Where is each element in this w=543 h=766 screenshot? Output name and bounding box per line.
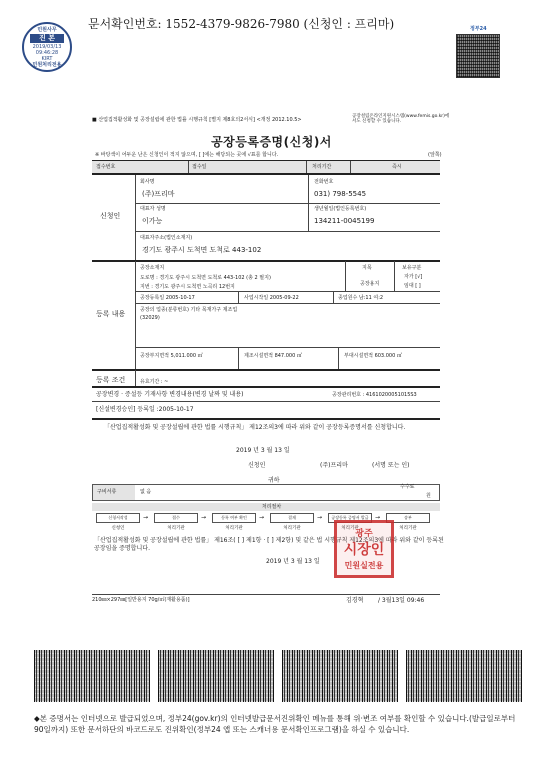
ownership-own: 자가 [√] bbox=[404, 274, 423, 280]
registration-section-label: 등록 내용 bbox=[96, 310, 126, 318]
company-value: (주)프리마 bbox=[142, 190, 175, 198]
company-label: 회사명 bbox=[140, 179, 155, 185]
factory-management-number: 공장관리번호 : 41610200051015S3 bbox=[332, 392, 417, 398]
procedure-arrow-icon: → bbox=[375, 514, 381, 521]
procedure-step-label: 접수 bbox=[172, 515, 180, 520]
procedure-arrow-icon: → bbox=[201, 514, 207, 521]
issuer-name: 김경혁 bbox=[346, 597, 364, 604]
procedure-actor-label: 신청인 bbox=[111, 526, 125, 531]
procedure-actor-label: 처리기관 bbox=[341, 526, 359, 531]
auxiliary-area: 부대시설면적 603.000 ㎡ bbox=[344, 353, 402, 359]
ownership-label: 보유구분 bbox=[402, 265, 422, 271]
representative-value: 이가능 bbox=[142, 217, 163, 225]
address-label: 대표자주소(법인소재지) bbox=[140, 235, 193, 241]
employee-count: 종업원수 남:11 여:2 bbox=[338, 295, 384, 301]
procedure-actor-label: 처리기관 bbox=[167, 526, 185, 531]
registration-date: 공장등록일 2005-10-17 bbox=[140, 295, 195, 301]
procedure-step-label: 결재 bbox=[288, 515, 296, 520]
site-area: 공장부지면적 5,011.000 ㎡ bbox=[140, 353, 203, 359]
security-barcode-1 bbox=[34, 650, 150, 702]
procedure-step-label: 송부 bbox=[404, 515, 412, 520]
certification-date: 2019 년 3 월 13 일 bbox=[266, 558, 320, 565]
required-documents-label: 구비서류 bbox=[97, 489, 117, 495]
land-type-value: 공장용지 bbox=[360, 281, 380, 287]
dob-value: 134211-0045199 bbox=[314, 217, 375, 225]
signature-note: (서명 또는 인) bbox=[372, 462, 410, 469]
procedure-actor-label: 처리기관 bbox=[225, 526, 243, 531]
page-side-label: (앞쪽) bbox=[428, 152, 442, 158]
paper-spec: 210㎜×297㎜[일반용지 70g/㎡(재활용품)] bbox=[92, 597, 190, 603]
address-value: 경기도 광주시 도척면 도척로 443-102 bbox=[142, 246, 262, 254]
receipt-number-label: 접수번호 bbox=[96, 164, 116, 170]
form-online-note: 공장설립온라인지원시스템(www.femis.go.kr)에서도 신청할 수 있습니다. bbox=[352, 114, 450, 125]
changes-label: 공장변경 · 증설등 기재사항 변경내용(변경 날짜 및 내용) bbox=[96, 391, 244, 398]
procedure-arrow-icon: → bbox=[143, 514, 149, 521]
procedure-step-label: 등록 여부 확인 bbox=[221, 515, 247, 520]
industry-type: 공장의 업종(분류번호) 기타 목재가구 제조업 bbox=[140, 307, 238, 313]
security-barcode-3 bbox=[282, 650, 398, 702]
document-confirm-number: 문서확인번호: 1552-4379-9826-7980 (신청인 : 프리마) bbox=[88, 17, 395, 31]
required-documents-value: 없 음 bbox=[140, 489, 152, 495]
phone-label: 전화번호 bbox=[314, 179, 334, 185]
procedure-arrow-icon: → bbox=[317, 514, 323, 521]
procedure-arrow-icon: → bbox=[259, 514, 265, 521]
dob-label: 생년월일(법인등록번호) bbox=[314, 206, 367, 212]
form-rule-reference: ■ 산업집적활성화 및 공장설립에 관한 법률 시행규칙 [별지 제8호의2서식] <개정 2012.10.5> bbox=[92, 117, 302, 123]
representative-label: 대표자 성명 bbox=[140, 206, 166, 212]
qr-code-top bbox=[456, 34, 500, 78]
applicant-value-sign: (주)프리마 bbox=[320, 462, 348, 469]
land-type-label: 지목 bbox=[362, 265, 372, 271]
applicant-label-sign: 신청인 bbox=[248, 462, 266, 469]
procedure-step-label: 신청서작성 bbox=[108, 515, 128, 520]
lot-address: 지번 : 경기도 광주시 도척면 노곡리 12번지 bbox=[140, 284, 235, 290]
process-period-value: 즉시 bbox=[392, 164, 402, 170]
fee-value: 원 bbox=[426, 493, 431, 499]
conditions-value: 유효기간 : ~ bbox=[140, 379, 169, 385]
ownership-lease: 임대 [ ] bbox=[404, 283, 421, 289]
road-address: 도로명 : 경기도 광주시 도척면 도척로 443-102 (총 2 필지) bbox=[140, 275, 271, 281]
verification-notice: ◆본 증명서는 인터넷으로 발급되었으며, 정부24(gov.kr)의 인터넷발급문서진위확인 메뉴를 통해 위·변조 여부를 확인할 수 있습니다.(발급일로부터 90일까지) 또한 문서하단의 바코드로도 진위확인(정부24 앱 또는 스캐너용 문서확인프로그램)을 하실 수 있습니다. bbox=[34, 714, 516, 734]
applicant-section-label: 신청인 bbox=[100, 212, 121, 220]
industry-code: (32029) bbox=[140, 315, 160, 321]
application-date: 2019 년 3 월 13 일 bbox=[236, 447, 290, 454]
authenticity-seal: 민원사무 진 본 2019/03/13 09:46:28 KIRT 민원처리전용 bbox=[22, 22, 72, 72]
fee-label: 수수료 bbox=[400, 484, 415, 490]
procedure-step-label: 공장등록 증명서 발급 bbox=[331, 515, 369, 520]
phone-value: 031) 798-5545 bbox=[314, 190, 367, 198]
application-statement: 「산업집적활성화 및 공장설립에 관한 법률 시행규칙」 제12조의3에 따라 위와 같이 공장등록증명서를 신청합니다. bbox=[104, 424, 406, 431]
manufacturing-area: 제조시설면적 847.000 ㎡ bbox=[244, 353, 302, 359]
security-barcode-2 bbox=[158, 650, 274, 702]
receipt-date-label: 접수일 bbox=[192, 164, 207, 170]
business-start-date: 사업시작일 2005-09-22 bbox=[244, 295, 299, 301]
change-entry: [신설변경승인] 등록일 :2005-10-17 bbox=[96, 406, 194, 413]
security-barcode-4 bbox=[406, 650, 522, 702]
factory-location-label: 공장소재지 bbox=[140, 265, 165, 271]
conditions-label: 등록 조건 bbox=[96, 376, 126, 384]
procedure-actor-label: 처리기관 bbox=[283, 526, 301, 531]
gov24-logo: 정부24 bbox=[470, 26, 487, 32]
issue-time: / 3월13일 09:46 bbox=[378, 597, 425, 604]
procedure-actor-label: 처리기관 bbox=[399, 526, 417, 531]
certification-statement: 「산업집적활성화 및 공장설립에 관한 법률」 제16조( [ ] 제1항 · [ ] 제2항) 및 같은 법 시행규칙 제12조의3에 따라 위와 같이 등록된 공장임을 증명합니다. bbox=[94, 537, 444, 553]
procedure-title: 처리절차 bbox=[261, 504, 282, 510]
instruction-note: ※ 바탕색이 어두운 난은 신청인이 적지 않으며, [ ]에는 해당되는 곳에 √표를 합니다. bbox=[95, 152, 279, 158]
addressee-label: 귀하 bbox=[268, 477, 280, 484]
process-period-label: 처리기간 bbox=[312, 164, 332, 170]
official-red-stamp: 광주 시장인 민원실전용 bbox=[334, 520, 394, 578]
document-title: 공장등록증명(신청)서 bbox=[211, 135, 332, 149]
